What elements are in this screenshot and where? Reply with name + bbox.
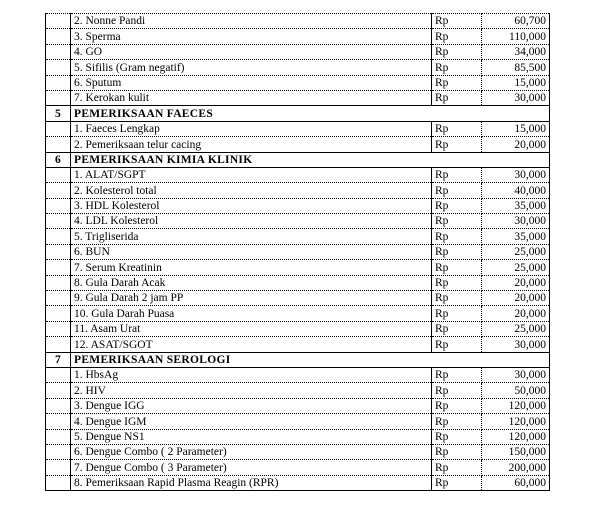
table-row bbox=[46, 44, 550, 59]
table-row bbox=[46, 183, 550, 198]
row-number-cell bbox=[46, 121, 71, 136]
test-name: 7. Dengue Combo ( 3 Parameter) bbox=[71, 460, 432, 475]
test-name: 1. Faeces Lengkap bbox=[71, 121, 432, 136]
currency-label: Rp bbox=[432, 475, 482, 490]
test-price: 30,000 bbox=[482, 214, 550, 229]
test-price: 150,000 bbox=[482, 444, 550, 459]
row-number-cell bbox=[46, 367, 71, 382]
currency-label: Rp bbox=[432, 429, 482, 444]
test-price: 200,000 bbox=[482, 460, 550, 475]
section-number: 7 bbox=[46, 352, 71, 367]
currency-label: Rp bbox=[432, 321, 482, 336]
row-number-cell bbox=[46, 383, 71, 398]
row-number-cell bbox=[46, 291, 71, 306]
test-price: 20,000 bbox=[482, 275, 550, 290]
section-header-row bbox=[46, 106, 550, 121]
section-header-row bbox=[46, 352, 550, 367]
test-name: 8. Pemeriksaan Rapid Plasma Reagin (RPR) bbox=[71, 475, 432, 490]
test-price: 15,000 bbox=[482, 75, 550, 90]
test-price: 20,000 bbox=[482, 291, 550, 306]
row-number-cell bbox=[46, 14, 71, 29]
section-number: 5 bbox=[46, 106, 71, 121]
price-list-body bbox=[46, 14, 550, 491]
row-number-cell bbox=[46, 29, 71, 44]
row-number-cell bbox=[46, 429, 71, 444]
row-number-cell bbox=[46, 260, 71, 275]
currency-label: Rp bbox=[432, 367, 482, 382]
currency-label: Rp bbox=[432, 306, 482, 321]
table-row bbox=[46, 475, 550, 490]
test-name: 8. Gula Darah Acak bbox=[71, 275, 432, 290]
test-price: 25,000 bbox=[482, 244, 550, 259]
currency-label: Rp bbox=[432, 167, 482, 182]
table-row bbox=[46, 275, 550, 290]
table-row bbox=[46, 306, 550, 321]
currency-label: Rp bbox=[432, 60, 482, 75]
row-number-cell bbox=[46, 444, 71, 459]
test-price: 120,000 bbox=[482, 429, 550, 444]
test-name: 5. Trigliserida bbox=[71, 229, 432, 244]
table-row bbox=[46, 60, 550, 75]
table-row bbox=[46, 337, 550, 352]
test-price: 25,000 bbox=[482, 321, 550, 336]
table-row bbox=[46, 75, 550, 90]
test-price: 35,000 bbox=[482, 198, 550, 213]
section-title: PEMERIKSAAN FAECES bbox=[71, 106, 550, 121]
currency-label: Rp bbox=[432, 29, 482, 44]
currency-label: Rp bbox=[432, 90, 482, 105]
table-row bbox=[46, 121, 550, 136]
currency-label: Rp bbox=[432, 460, 482, 475]
currency-label: Rp bbox=[432, 137, 482, 152]
section-number: 6 bbox=[46, 152, 71, 167]
currency-label: Rp bbox=[432, 44, 482, 59]
table-row bbox=[46, 460, 550, 475]
section-title: PEMERIKSAAN SEROLOGI bbox=[71, 352, 550, 367]
test-name: 3. HDL Kolesterol bbox=[71, 198, 432, 213]
test-name: 4. LDL Kolesterol bbox=[71, 214, 432, 229]
test-name: 6. Dengue Combo ( 2 Parameter) bbox=[71, 444, 432, 459]
table-row bbox=[46, 137, 550, 152]
row-number-cell bbox=[46, 306, 71, 321]
currency-label: Rp bbox=[432, 214, 482, 229]
test-name: 1. HbsAg bbox=[71, 367, 432, 382]
currency-label: Rp bbox=[432, 444, 482, 459]
test-price: 15,000 bbox=[482, 121, 550, 136]
table-row bbox=[46, 398, 550, 413]
test-price: 30,000 bbox=[482, 90, 550, 105]
test-name: 6. BUN bbox=[71, 244, 432, 259]
section-title: PEMERIKSAAN KIMIA KLINIK bbox=[71, 152, 550, 167]
row-number-cell bbox=[46, 183, 71, 198]
currency-label: Rp bbox=[432, 14, 482, 29]
row-number-cell bbox=[46, 460, 71, 475]
table-row bbox=[46, 29, 550, 44]
table-row bbox=[46, 321, 550, 336]
test-price: 20,000 bbox=[482, 306, 550, 321]
table-row bbox=[46, 167, 550, 182]
test-price: 30,000 bbox=[482, 367, 550, 382]
row-number-cell bbox=[46, 167, 71, 182]
currency-label: Rp bbox=[432, 260, 482, 275]
currency-label: Rp bbox=[432, 398, 482, 413]
row-number-cell bbox=[46, 275, 71, 290]
test-name: 7. Serum Kreatinin bbox=[71, 260, 432, 275]
test-name: 12. ASAT/SGOT bbox=[71, 337, 432, 352]
test-price: 35,000 bbox=[482, 229, 550, 244]
row-number-cell bbox=[46, 44, 71, 59]
test-name: 9. Gula Darah 2 jam PP bbox=[71, 291, 432, 306]
test-price: 50,000 bbox=[482, 383, 550, 398]
test-name: 4. GO bbox=[71, 44, 432, 59]
row-number-cell bbox=[46, 244, 71, 259]
test-price: 60,000 bbox=[482, 475, 550, 490]
test-name: 3. Sperma bbox=[71, 29, 432, 44]
table-row bbox=[46, 14, 550, 29]
test-name: 10. Gula Darah Puasa bbox=[71, 306, 432, 321]
table-row bbox=[46, 90, 550, 105]
row-number-cell bbox=[46, 321, 71, 336]
test-price: 30,000 bbox=[482, 337, 550, 352]
table-row bbox=[46, 383, 550, 398]
test-price: 40,000 bbox=[482, 183, 550, 198]
test-price: 85,500 bbox=[482, 60, 550, 75]
currency-label: Rp bbox=[432, 121, 482, 136]
row-number-cell bbox=[46, 60, 71, 75]
table-row bbox=[46, 291, 550, 306]
price-list-table bbox=[45, 13, 550, 491]
currency-label: Rp bbox=[432, 383, 482, 398]
table-row bbox=[46, 367, 550, 382]
test-price: 120,000 bbox=[482, 414, 550, 429]
test-name: 6. Sputum bbox=[71, 75, 432, 90]
currency-label: Rp bbox=[432, 291, 482, 306]
test-name: 1. ALAT/SGPT bbox=[71, 167, 432, 182]
row-number-cell bbox=[46, 90, 71, 105]
test-name: 2. Pemeriksaan telur cacing bbox=[71, 137, 432, 152]
currency-label: Rp bbox=[432, 183, 482, 198]
row-number-cell bbox=[46, 198, 71, 213]
test-name: 3. Dengue IGG bbox=[71, 398, 432, 413]
test-name: 2. Nonne Pandi bbox=[71, 14, 432, 29]
test-name: 2. HIV bbox=[71, 383, 432, 398]
row-number-cell bbox=[46, 398, 71, 413]
table-row bbox=[46, 229, 550, 244]
row-number-cell bbox=[46, 337, 71, 352]
currency-label: Rp bbox=[432, 414, 482, 429]
row-number-cell bbox=[46, 137, 71, 152]
test-name: 7. Kerokan kulit bbox=[71, 90, 432, 105]
row-number-cell bbox=[46, 214, 71, 229]
currency-label: Rp bbox=[432, 229, 482, 244]
test-price: 30,000 bbox=[482, 167, 550, 182]
test-name: 2. Kolesterol total bbox=[71, 183, 432, 198]
table-row bbox=[46, 214, 550, 229]
table-row bbox=[46, 260, 550, 275]
test-name: 5. Dengue NS1 bbox=[71, 429, 432, 444]
row-number-cell bbox=[46, 229, 71, 244]
test-price: 110,000 bbox=[482, 29, 550, 44]
test-price: 60,700 bbox=[482, 14, 550, 29]
table-row bbox=[46, 198, 550, 213]
currency-label: Rp bbox=[432, 75, 482, 90]
table-row bbox=[46, 429, 550, 444]
section-header-row bbox=[46, 152, 550, 167]
test-price: 34,000 bbox=[482, 44, 550, 59]
test-name: 5. Sifilis (Gram negatif) bbox=[71, 60, 432, 75]
table-row bbox=[46, 414, 550, 429]
currency-label: Rp bbox=[432, 275, 482, 290]
table-row bbox=[46, 244, 550, 259]
currency-label: Rp bbox=[432, 244, 482, 259]
table-row bbox=[46, 444, 550, 459]
row-number-cell bbox=[46, 75, 71, 90]
test-price: 20,000 bbox=[482, 137, 550, 152]
test-name: 11. Asam Urat bbox=[71, 321, 432, 336]
row-number-cell bbox=[46, 475, 71, 490]
test-price: 25,000 bbox=[482, 260, 550, 275]
currency-label: Rp bbox=[432, 198, 482, 213]
test-price: 120,000 bbox=[482, 398, 550, 413]
test-name: 4. Dengue IGM bbox=[71, 414, 432, 429]
row-number-cell bbox=[46, 414, 71, 429]
currency-label: Rp bbox=[432, 337, 482, 352]
